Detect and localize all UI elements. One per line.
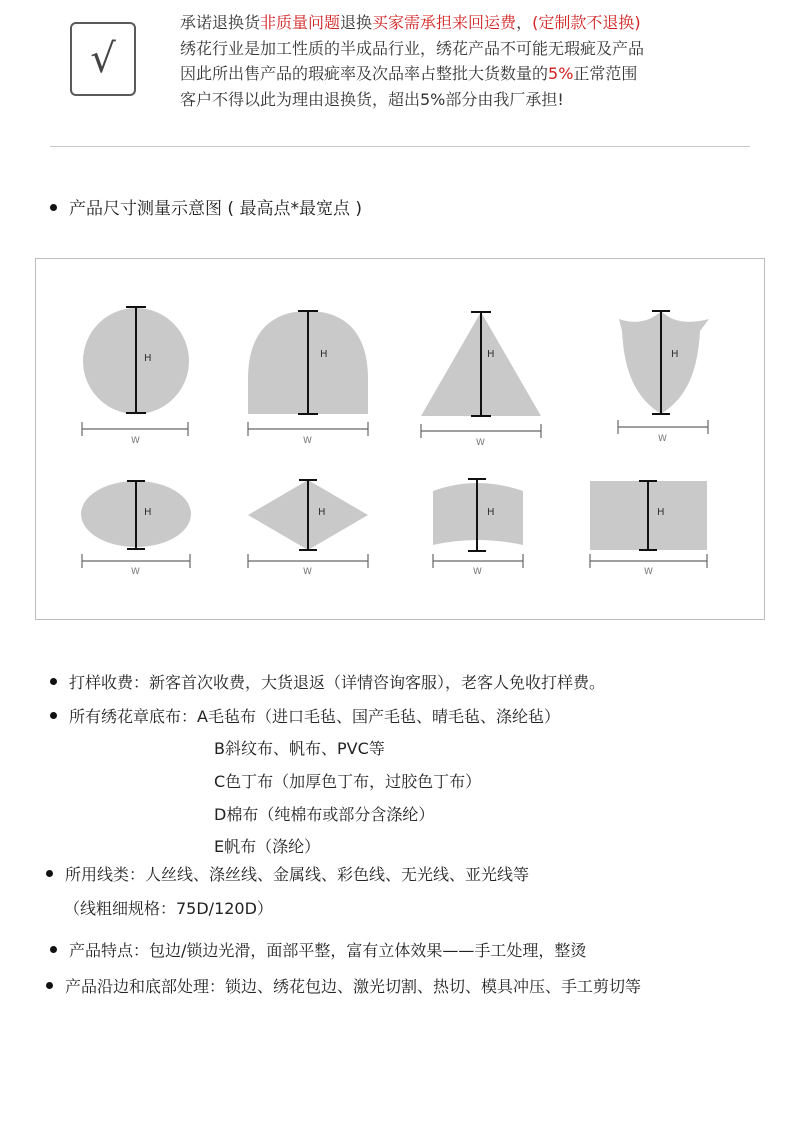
circle-shape xyxy=(82,307,189,446)
width-label: W xyxy=(131,436,140,446)
check-mark-icon: √ xyxy=(70,22,136,96)
bullet-icon xyxy=(50,946,57,953)
notice-line-4: 客户不得以此为理由退换货，超出5%部分由我厂承担! xyxy=(180,89,564,109)
fabric-b: B斜纹布、帆布、PVC等 xyxy=(214,739,385,758)
sample-fee-item: 打样收费：新客首次收费，大货退返（详情咨询客服），老客人免收打样费。 xyxy=(50,670,605,693)
width-label: W xyxy=(644,567,653,577)
diamond-shape xyxy=(248,480,368,577)
diagram-heading: 产品尺寸测量示意图 ( 最高点*最宽点 ) xyxy=(50,194,362,219)
bullet-icon xyxy=(50,712,57,719)
fabric-e: E帆布（涤纶） xyxy=(214,837,321,856)
shield-shape xyxy=(618,311,709,444)
fabric-d: D棉布（纯棉布或部分含涤纶） xyxy=(214,805,435,824)
bullet-icon xyxy=(50,678,57,685)
height-label: H xyxy=(487,349,495,360)
height-label: H xyxy=(671,349,679,360)
thread-types-item: 所用线类：人丝线、涤丝线、金属线、彩色线、无光线、亚光线等 xyxy=(46,862,529,885)
curved-banner-shape xyxy=(433,479,523,577)
fabric-item: 所有绣花章底布：A毛毡布（进口毛毡、国产毛毡、晴毛毡、涤纶毡） xyxy=(50,704,560,727)
divider xyxy=(50,146,750,147)
notice-line-3: 因此所出售产品的瑕疵率及次品率占整批大货数量的5%正常范围 xyxy=(180,64,638,83)
bullet-icon xyxy=(50,204,57,211)
height-label: H xyxy=(487,507,495,518)
height-label: H xyxy=(144,507,152,518)
height-label: H xyxy=(320,349,328,360)
width-label: W xyxy=(303,436,312,446)
height-label: H xyxy=(657,507,665,518)
height-label: H xyxy=(318,507,326,518)
measurement-diagram xyxy=(35,258,765,620)
measurement-diagram-svg xyxy=(36,259,766,621)
return-policy-notice xyxy=(180,10,780,112)
bullet-icon xyxy=(46,870,53,877)
height-label: H xyxy=(144,353,152,364)
thread-spec: （线粗细规格：75D/120D） xyxy=(64,899,273,918)
notice-line-2: 绣花行业是加工性质的半成品行业，绣花产品不可能无瑕疵及产品 xyxy=(180,38,645,58)
width-label: W xyxy=(473,567,482,577)
edge-processing-item: 产品沿边和底部处理：锁边、绣花包边、激光切割、热切、模具冲压、手工剪切等 xyxy=(46,974,641,997)
notice-line-1: 承诺退换货非质量问题退换买家需承担来回运费，(定制款不退换) xyxy=(180,13,641,32)
arch-shape xyxy=(248,311,368,446)
rectangle-shape xyxy=(590,481,707,577)
bullet-icon xyxy=(46,982,53,989)
triangle-shape xyxy=(421,312,541,448)
features-item: 产品特点：包边/锁边光滑，面部平整，富有立体效果——手工处理，整烫 xyxy=(50,938,586,961)
width-label: W xyxy=(131,567,140,577)
width-label: W xyxy=(658,434,667,444)
fabric-c: C色丁布（加厚色丁布，过胶色丁布） xyxy=(214,772,482,791)
width-label: W xyxy=(303,567,312,577)
width-label: W xyxy=(476,438,485,448)
ellipse-shape xyxy=(81,481,191,577)
